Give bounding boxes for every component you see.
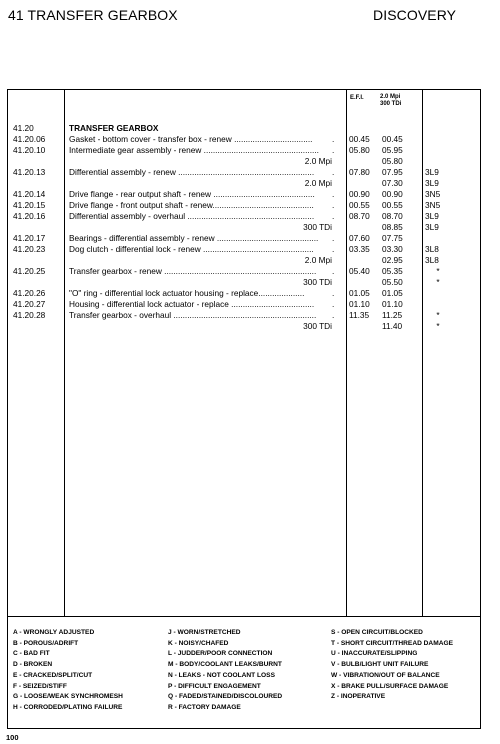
time-efi: 07.80 xyxy=(349,167,370,177)
table-row xyxy=(8,299,480,310)
operation-code: 41.20.06 xyxy=(13,134,46,144)
table-row xyxy=(8,244,480,255)
operation-description: Dog clutch - differential lock - renew ................................................ xyxy=(69,244,314,254)
legend-item: U - INACCURATE/SLIPPING xyxy=(331,650,418,658)
time-alt: 11.40 xyxy=(382,321,403,331)
operation-description: Intermediate gear assembly - renew .................................................. xyxy=(69,145,319,155)
time-alt: 05.95 xyxy=(382,145,403,155)
column-head-alt xyxy=(380,94,401,108)
time-efi: 01.10 xyxy=(349,299,370,309)
table-row xyxy=(8,266,480,277)
legend-item: T - SHORT CIRCUIT/THREAD DAMAGE xyxy=(331,639,453,647)
column-head-alt-line2: 300 TDi xyxy=(380,101,402,107)
time-efi: 00.55 xyxy=(349,200,370,210)
time-alt: 00.90 xyxy=(382,189,403,199)
legend-column xyxy=(168,628,282,714)
leader-dot: . xyxy=(332,145,335,155)
table-row xyxy=(8,178,480,189)
fault-code: 3L8 xyxy=(425,255,439,265)
time-alt: 02.95 xyxy=(382,255,403,265)
operation-code: 41.20.25 xyxy=(13,266,46,276)
operation-code: 41.20.17 xyxy=(13,233,46,243)
time-alt: 00.45 xyxy=(382,134,403,144)
leader-dot: . xyxy=(332,266,335,276)
operation-description: Bearings - differential assembly - renew ............................................ xyxy=(69,233,319,243)
operation-description: "O" ring - differential lock actuator housing - replace.................... xyxy=(69,288,305,298)
legend-item: Q - FADED/STAINED/DISCOLOURED xyxy=(168,693,283,701)
fault-code: 3N5 xyxy=(425,200,441,210)
time-efi: 00.45 xyxy=(349,134,370,144)
legend-item: R - FACTORY DAMAGE xyxy=(168,703,241,711)
legend-item: H - CORRODED/PLATING FAILURE xyxy=(13,703,123,711)
operation-code: 41.20 xyxy=(13,123,34,133)
legend-item: E - CRACKED/SPLIT/CUT xyxy=(13,671,93,679)
time-efi: 05.80 xyxy=(349,145,370,155)
column-head-alt-line1: 2.0 Mpi xyxy=(380,94,401,100)
operation-description: Drive flange - front output shaft - renew............................................ xyxy=(69,200,314,210)
fault-code: 3L9 xyxy=(425,211,439,221)
legend-column xyxy=(13,628,123,714)
operation-code: 41.20.16 xyxy=(13,211,46,221)
variant-label: 300 TDi xyxy=(303,222,332,232)
time-alt: 07.30 xyxy=(382,178,403,188)
operation-description: Transfer gearbox - overhaul .............................................................. xyxy=(69,310,317,320)
fault-code: * xyxy=(436,277,440,287)
divider-legend xyxy=(8,616,480,617)
table-row xyxy=(8,134,480,145)
leader-dot: . xyxy=(332,233,335,243)
time-efi: 07.60 xyxy=(349,233,370,243)
legend-item: W - VIBRATION/OUT OF BALANCE xyxy=(331,671,440,679)
fault-code: 3L9 xyxy=(425,167,439,177)
legend-item: K - NOISY/CHAFED xyxy=(168,639,229,647)
legend-column xyxy=(331,628,453,703)
table-row xyxy=(8,156,480,167)
fault-code: 3L9 xyxy=(425,222,439,232)
legend-item: B - POROUS/ADRIFT xyxy=(13,639,79,647)
leader-dot: . xyxy=(332,310,335,320)
time-alt: 05.80 xyxy=(382,156,403,166)
operation-description: Gasket - bottom cover - transfer box - renew .................................. xyxy=(69,134,313,144)
operation-code: 41.20.28 xyxy=(13,310,46,320)
table-row xyxy=(8,233,480,244)
leader-dot: . xyxy=(332,288,335,298)
operation-code: 41.20.15 xyxy=(13,200,46,210)
legend-item: A - WRONGLY ADJUSTED xyxy=(13,629,95,636)
legend-item: M - BODY/COOLANT LEAKS/BURNT xyxy=(168,661,282,669)
leader-dot: . xyxy=(332,189,335,199)
table-row xyxy=(8,200,480,211)
operation-code: 41.20.23 xyxy=(13,244,46,254)
legend-item: L - JUDDER/POOR CONNECTION xyxy=(168,650,273,658)
operation-description: Differential assembly - renew ........................................................... xyxy=(69,167,315,177)
variant-label: 300 TDi xyxy=(303,277,332,287)
table-row xyxy=(8,145,480,156)
variant-label: 2.0 Mpi xyxy=(304,156,332,166)
variant-label: 2.0 Mpi xyxy=(304,178,332,188)
time-alt: 00.55 xyxy=(382,200,403,210)
operation-description: Drive flange - rear output shaft - renew ............................................ xyxy=(69,189,315,199)
operation-description: Differential assembly - overhaul ....................................................... xyxy=(69,211,315,221)
legend-item: Z - INOPERATIVE xyxy=(331,693,386,701)
legend-item: F - SEIZED/STIFF xyxy=(13,682,67,690)
fault-code: 3N5 xyxy=(425,189,441,199)
fault-code: * xyxy=(436,266,440,276)
time-alt: 07.75 xyxy=(382,233,403,243)
time-alt: 05.35 xyxy=(382,266,403,276)
time-efi: 11.35 xyxy=(349,310,370,320)
time-alt: 08.85 xyxy=(382,222,403,232)
operation-code: 41.20.14 xyxy=(13,189,46,199)
fault-code: 3L8 xyxy=(425,244,439,254)
operation-code: 41.20.10 xyxy=(13,145,46,155)
leader-dot: . xyxy=(332,299,335,309)
operation-rows xyxy=(8,123,480,332)
operation-code: 41.20.27 xyxy=(13,299,46,309)
table-row xyxy=(8,255,480,266)
table-row xyxy=(8,288,480,299)
variant-label: 300 TDi xyxy=(303,321,332,331)
section-title: 41 TRANSFER GEARBOX xyxy=(8,7,178,23)
leader-dot: . xyxy=(332,134,335,144)
operation-description: Transfer gearbox - renew .................................................................. xyxy=(69,266,317,276)
model-title: DISCOVERY xyxy=(373,7,457,23)
table-row xyxy=(8,167,480,178)
legend-item: C - BAD FIT xyxy=(13,650,50,658)
fault-code: 3L9 xyxy=(425,178,439,188)
table-row xyxy=(8,189,480,200)
table-row xyxy=(8,211,480,222)
legend-item: D - BROKEN xyxy=(13,661,53,669)
legend-item: G - LOOSE/WEAK SYNCHROMESH xyxy=(13,693,123,701)
variant-label: 2.0 Mpi xyxy=(304,255,332,265)
legend-item: S - OPEN CIRCUIT/BLOCKED xyxy=(331,629,423,636)
column-head-efi: E.F.I. xyxy=(350,95,364,101)
time-efi: 05.40 xyxy=(349,266,370,276)
legend-item: J - WORN/STRETCHED xyxy=(168,629,241,636)
legend-item: X - BRAKE PULL/SURFACE DAMAGE xyxy=(331,682,449,690)
operation-code: 41.20.26 xyxy=(13,288,46,298)
time-efi: 03.35 xyxy=(349,244,370,254)
fault-code: * xyxy=(436,321,440,331)
legend-item: P - DIFFICULT ENGAGEMENT xyxy=(168,682,261,690)
time-efi: 01.05 xyxy=(349,288,370,298)
time-alt: 01.10 xyxy=(382,299,403,309)
table-row xyxy=(8,277,480,288)
operation-code: 41.20.13 xyxy=(13,167,46,177)
leader-dot: . xyxy=(332,167,335,177)
time-alt: 01.05 xyxy=(382,288,403,298)
table-row xyxy=(8,310,480,321)
time-alt: 03.30 xyxy=(382,244,403,254)
table-row xyxy=(8,321,480,332)
time-efi: 08.70 xyxy=(349,211,370,221)
page-number: 100 xyxy=(6,733,19,742)
table-row xyxy=(8,123,480,134)
legend-item: V - BULB/LIGHT UNIT FAILURE xyxy=(331,661,429,669)
operation-description: TRANSFER GEARBOX xyxy=(69,123,159,133)
repair-times-table xyxy=(7,89,481,729)
legend-item: N - LEAKS - NOT COOLANT LOSS xyxy=(168,671,275,679)
time-alt: 08.70 xyxy=(382,211,403,221)
time-alt: 07.95 xyxy=(382,167,403,177)
table-row xyxy=(8,222,480,233)
time-alt: 11.25 xyxy=(382,310,403,320)
fault-code: * xyxy=(436,310,440,320)
leader-dot: . xyxy=(332,244,335,254)
time-efi: 00.90 xyxy=(349,189,370,199)
operation-description: Housing - differential lock actuator - replace .................................... xyxy=(69,299,315,309)
leader-dot: . xyxy=(332,200,335,210)
time-alt: 05.50 xyxy=(382,277,403,287)
leader-dot: . xyxy=(332,211,335,221)
